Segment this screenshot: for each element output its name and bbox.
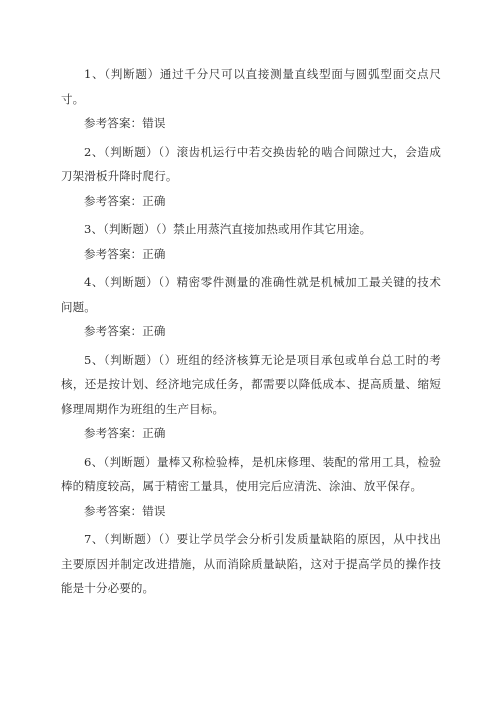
question-text: 3、（判断题）（）禁止用蒸汽直接加热或用作其它用途。 — [84, 222, 372, 236]
question-item-4 — [61, 270, 441, 344]
question-item-7 — [61, 527, 441, 601]
question-text: 7、（判断题）（）要让学员学会分析引发质量缺陷的原因，从中找出主要原因并制定改进措施，从而消除质量缺陷，这对于提高学员的操作技能是十分必要的。 — [61, 532, 441, 595]
answer-text: 参考答案：正确 — [84, 426, 166, 440]
question-item-1 — [61, 62, 441, 136]
question-text: 1、（判断题）通过千分尺可以直接测量直线型面与圆弧型面交点尺寸。 — [61, 67, 441, 106]
question-text: 4、（判断题）（）精密零件测量的准确性就是机械加工最关键的技术问题。 — [61, 275, 441, 314]
question-item-3 — [61, 217, 441, 266]
question-item-5 — [61, 348, 441, 446]
question-text: 5、（判断题）（）班组的经济核算无论是项目承包或单台总工时的考核，还是按计划、经济地完成任务，都需要以降低成本、提高质量、缩短修理周期作为班组的生产目标。 — [61, 352, 441, 416]
question-list — [61, 62, 441, 601]
question-item-2 — [61, 140, 441, 214]
question-text: 6、（判断题）量棒又称检验棒，是机床修理、装配的常用工具，检验棒的精度较高，属于精密工量具，使用完后应清洗、涂油、放平保存。 — [61, 454, 441, 493]
answer-text: 参考答案：错误 — [84, 116, 166, 130]
answer-text: 参考答案：正确 — [84, 246, 166, 261]
answer-text: 参考答案：正确 — [84, 193, 166, 208]
answer-text: 参考答案：错误 — [84, 503, 166, 518]
question-item-6 — [61, 450, 441, 524]
question-text: 2、（判断题）（）滚齿机运行中若交换齿轮的啮合间隙过大，会造成刀架滑板升降时爬行。 — [61, 144, 441, 183]
answer-text: 参考答案：正确 — [84, 324, 166, 338]
